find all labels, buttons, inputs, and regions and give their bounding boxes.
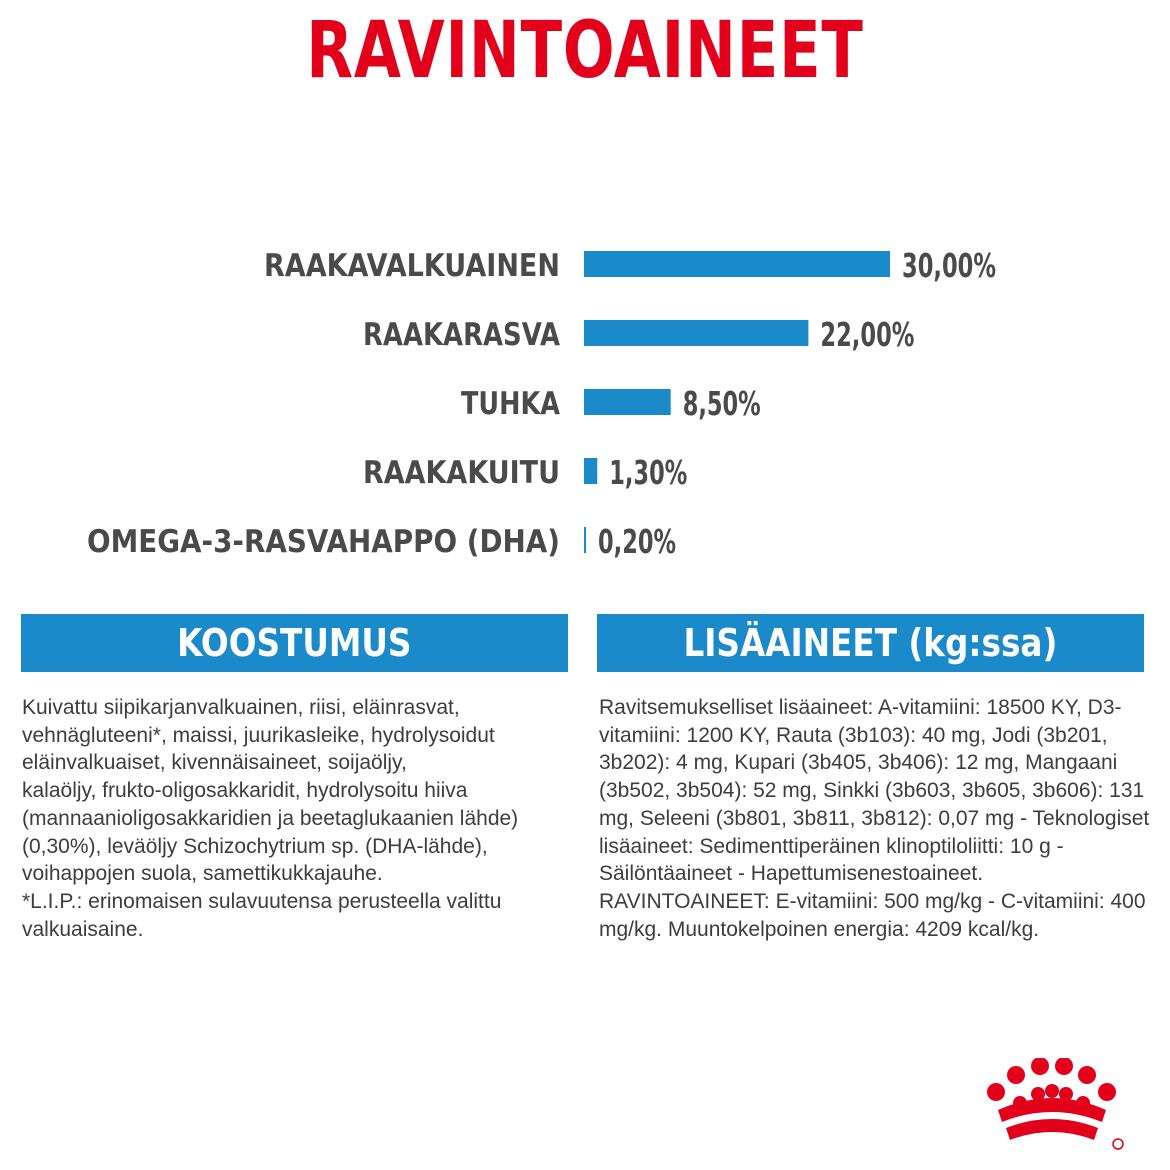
category-label: RAAKAVALKUAINEN	[264, 248, 560, 284]
composition-line: valkuaisaine.	[22, 917, 144, 941]
value-label: 22,00%	[820, 315, 915, 354]
composition-line: voihappojen suola, samettikukkajauhe.	[22, 862, 383, 886]
additives-line: RAVINTOAINEET: E-vitamiini: 500 mg/kg - C-vitamiini: 400	[599, 889, 1146, 913]
crown-icon	[980, 1058, 1145, 1153]
category-label: TUHKA	[461, 386, 561, 422]
composition-line: Kuivattu siipikarjanvalkuainen, riisi, eläinrasvat,	[22, 696, 460, 719]
composition-line: *L.I.P.: erinomaisen sulavuutensa perusteella valittu	[22, 889, 502, 913]
bar	[584, 458, 597, 484]
category-label: OMEGA-3-RASVAHAPPO (DHA)	[87, 524, 560, 560]
value-label: 1,30%	[609, 453, 688, 492]
composition-line: kalaöljy, frukto-oligosakkaridit, hydrolysoitu hiiva	[22, 779, 468, 803]
additives-line: mg, Seleeni (3b801, 3b811, 3b812): 0,07 mg - Teknologiset	[599, 806, 1150, 830]
composition-header	[21, 614, 568, 672]
additives-text	[599, 694, 1150, 943]
category-label: RAAKARASVA	[363, 317, 561, 353]
composition-line: vehnägluteeni*, maissi, juurikasleike, hydrolysoidut	[22, 723, 495, 747]
additives-line: lisäaineet: Sedimenttiperäinen klinoptiloliitti: 10 g -	[599, 834, 1064, 858]
bar	[584, 320, 808, 346]
additives-line: Ravitsemukselliset lisäaineet: A-vitamiini: 18500 KY, D3-	[599, 696, 1122, 719]
bar	[584, 527, 586, 553]
additives-header	[597, 614, 1144, 672]
page-title: RAVINTOAINEET	[306, 6, 864, 96]
value-label: 0,20%	[598, 522, 677, 561]
additives-line: (3b502, 3b504): 52 mg, Sinkki (3b603, 3b605, 3b606): 131	[599, 779, 1145, 803]
composition-heading: KOOSTUMUS	[177, 621, 412, 665]
value-label: 30,00%	[902, 246, 996, 285]
composition-line: (0,30%), leväöljy Schizochytrium sp. (DHA-lähde),	[22, 834, 488, 858]
value-label: 8,50%	[682, 384, 761, 423]
additives-line: mg/kg. Muuntokelpoinen energia: 4209 kcal/kg.	[599, 917, 1040, 941]
composition-line: eläinvalkuaiset, kivennäisaineet, soijaöljy,	[22, 751, 407, 775]
additives-line: vitamiini: 1200 KY, Rauta (3b103): 40 mg, Jodi (3b201,	[599, 723, 1108, 747]
composition-text	[22, 694, 562, 943]
additives-line: Säilöntäaineet - Hapettumisenestoaineet.	[599, 862, 984, 886]
additives-heading: LISÄAINEET (kg:ssa)	[683, 621, 1058, 665]
composition-line: (mannaanioligosakkaridien ja beetaglukaanien lähde)	[22, 806, 519, 830]
bar	[584, 251, 890, 277]
bar	[584, 389, 671, 415]
additives-line: 3b202): 4 mg, Kupari (3b405, 3b406): 12 mg, Mangaani	[599, 751, 1118, 775]
category-label: RAAKAKUITU	[363, 455, 560, 491]
